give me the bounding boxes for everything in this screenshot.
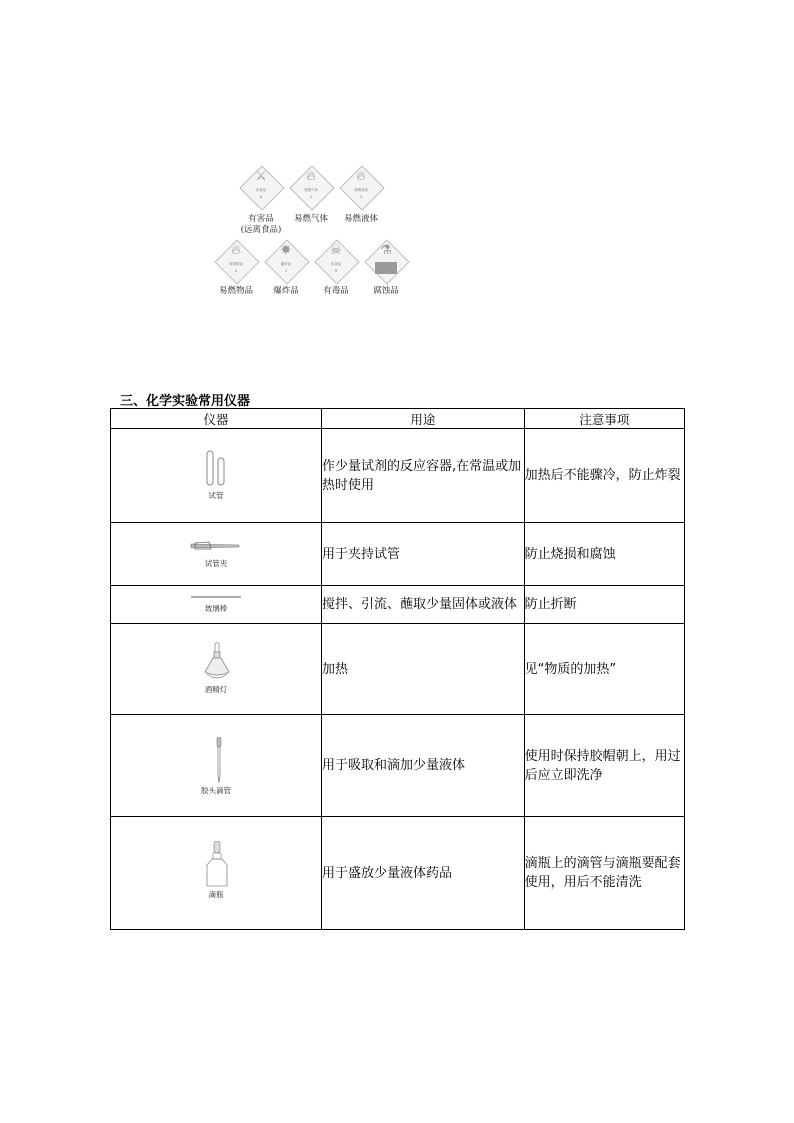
instrument-caption: 玻璃棒 xyxy=(204,604,228,613)
note-cell: 防止折断 xyxy=(524,586,684,624)
hazard-caption-flammable-gas: 易燃气体 xyxy=(293,214,328,224)
flammable-gas-sign-icon: 🔥︎ 易燃气体 2 xyxy=(288,164,334,210)
corrosive-sign-icon: ⚗ xyxy=(363,238,409,284)
instrument-cell xyxy=(111,715,322,817)
hazard-caption-corrosive: 腐蚀品 xyxy=(373,286,399,296)
header-instrument: 仪器 xyxy=(111,409,322,429)
use-cell: 用于盛放少量液体药品 xyxy=(322,817,525,930)
instrument-cell xyxy=(111,523,322,586)
use-cell: 作少量试剂的反应容器,在常温或加热时使用 xyxy=(322,429,525,523)
hazard-caption-toxic: 有毒品 xyxy=(323,286,349,296)
table-row xyxy=(111,817,685,930)
toxic-sign-icon: ☠ 有毒品 6 xyxy=(313,238,359,284)
hazard-caption-harmful: 有害品 (远离食品) xyxy=(240,214,282,235)
note-cell: 防止烧损和腐蚀 xyxy=(524,523,684,586)
instrument-cell xyxy=(111,429,322,523)
instrument-caption: 试管夹 xyxy=(204,559,228,568)
glass-rod-icon xyxy=(191,595,241,599)
table-row xyxy=(111,624,685,715)
note-cell: 使用时保持胶帽朝上，用过后应立即洗净 xyxy=(524,715,684,817)
instrument-caption: 滴瓶 xyxy=(208,890,224,899)
instrument-caption: 胶头滴管 xyxy=(201,786,231,795)
note-cell: 加热后不能骤冷，防止炸裂 xyxy=(524,429,684,523)
dropper-icon xyxy=(214,737,224,783)
use-cell: 加热 xyxy=(322,624,525,715)
section-title: 三、化学实验常用仪器 xyxy=(120,394,251,409)
instrument-cell xyxy=(111,624,322,715)
use-cell: 用于夹持试管 xyxy=(322,523,525,586)
note-cell: 见“物质的加热” xyxy=(524,624,684,715)
hazard-caption-flammable-liquid: 易燃液体 xyxy=(343,214,378,224)
instrument-cell xyxy=(111,586,322,624)
table-row xyxy=(111,523,685,586)
header-notes: 注意事项 xyxy=(524,409,684,429)
instrument-caption: 试管 xyxy=(208,491,224,500)
test-tube-holder-icon xyxy=(189,540,241,552)
hazard-caption-flammable-solid: 易燃物品 xyxy=(218,286,253,296)
instrument-caption: 酒精灯 xyxy=(204,685,228,694)
test-tube-icon xyxy=(205,449,227,487)
table-row xyxy=(111,429,685,523)
alcohol-lamp-icon xyxy=(203,642,231,684)
flammable-solid-sign-icon: 🔥︎ 易燃物品 4 xyxy=(213,238,259,284)
table-row xyxy=(111,715,685,817)
explosive-sign-icon: ✸ 爆炸品 1 xyxy=(263,238,309,284)
flammable-liquid-sign-icon: 🔥︎ 易燃液体 3 xyxy=(338,164,384,210)
table-row xyxy=(111,586,685,624)
hazard-caption-explosive: 爆炸品 xyxy=(273,286,299,296)
dropping-bottle-icon xyxy=(205,841,229,887)
instruments-table xyxy=(110,408,685,930)
harmful-sign-icon: ⚔ 有害品 6 xyxy=(238,164,284,210)
header-use: 用途 xyxy=(322,409,525,429)
table-header-row xyxy=(111,409,685,429)
note-cell: 滴瓶上的滴管与滴瓶要配套使用，用后不能清洗 xyxy=(524,817,684,930)
instrument-cell xyxy=(111,817,322,930)
use-cell: 搅拌、引流、蘸取少量固体或液体 xyxy=(322,586,525,624)
use-cell: 用于吸取和滴加少量液体 xyxy=(322,715,525,817)
hazard-signs-figure xyxy=(205,162,425,302)
